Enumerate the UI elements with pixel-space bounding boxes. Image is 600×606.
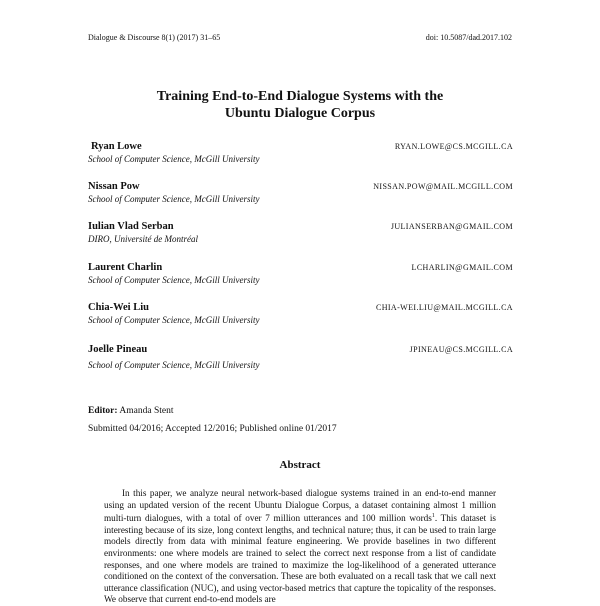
doi-header: doi: 10.5087/dad.2017.102 [425,33,512,42]
footnote-mark: 1 [431,513,435,520]
author-name: Nissan Pow [88,181,140,192]
author-name: Chia-Wei Liu [88,302,149,313]
author-affiliation: School of Computer Science, McGill University [88,315,260,325]
title-line-1: Training End-to-End Dialogue Systems with the [156,89,444,104]
author-block [88,262,513,285]
author-name: Laurent Charlin [88,262,163,273]
editor-name: Amanda Stent [119,406,174,416]
author-block [88,181,513,204]
editor-label: Editor: [88,406,118,416]
author-affiliation: School of Computer Science, McGill University [88,360,260,370]
author-name: Iulian Vlad Serban [88,221,174,232]
abstract-text-part-a: In this paper, we analyze neural network-based dialogue systems trained in an end-to-end manner using an updated version of the recent Ubuntu Dialogue Corpus, a dataset containing almost 1 million multi-turn dialogues, with a total of over 7 million utterances and 100 million words [104,488,496,524]
author-email: CHIA-WEI.LIU@MAIL.MCGILL.CA [375,303,513,312]
author-email: RYAN.LOWE@CS.MCGILL.CA [394,142,513,151]
author-name: Joelle Pineau [88,344,148,355]
title-line-2: Ubuntu Dialogue Corpus [224,106,376,121]
author-affiliation: School of Computer Science, McGill University [88,154,260,164]
author-affiliation: DIRO, Université de Montréal [88,234,198,244]
abstract-heading: Abstract [279,459,321,471]
author-email: JULIANSERBAN@GMAIL.COM [390,222,513,231]
editor-line [88,406,174,416]
author-block [88,344,513,370]
author-block [88,302,513,325]
submission-dates: Submitted 04/2016; Accepted 12/2016; Published online 01/2017 [88,424,337,434]
author-affiliation: School of Computer Science, McGill University [88,194,260,204]
author-block [88,141,513,164]
author-name: Ryan Lowe [91,141,142,152]
paper-title [0,88,600,122]
author-block [88,221,513,244]
author-email: LCHARLIN@GMAIL.COM [411,263,513,272]
abstract-text-part-b: . This dataset is interesting because of its size, long context lengths, and technical nature; thus, it can be used to train large models directly from data with minimal feature engineering. We provide baselines in two different environments: one where models are trained to select the correct next response from a list of candidate responses, and one where models are trained to maximize the log-likelihood of a generated utterance conditioned on the context of the conversation. These are both evaluated on a recall task that we call next utterance classification (NUC), and using vector-based metrics that capture the topicality of the responses. We observe that current end-to-end models are [104,513,496,605]
author-affiliation: School of Computer Science, McGill University [88,275,260,285]
author-email: JPINEAU@CS.MCGILL.CA [409,345,513,354]
abstract-text [104,488,496,606]
author-email: NISSAN.POW@MAIL.MCGILL.COM [373,182,513,191]
journal-header: Dialogue & Discourse 8(1) (2017) 31–65 [88,33,221,42]
